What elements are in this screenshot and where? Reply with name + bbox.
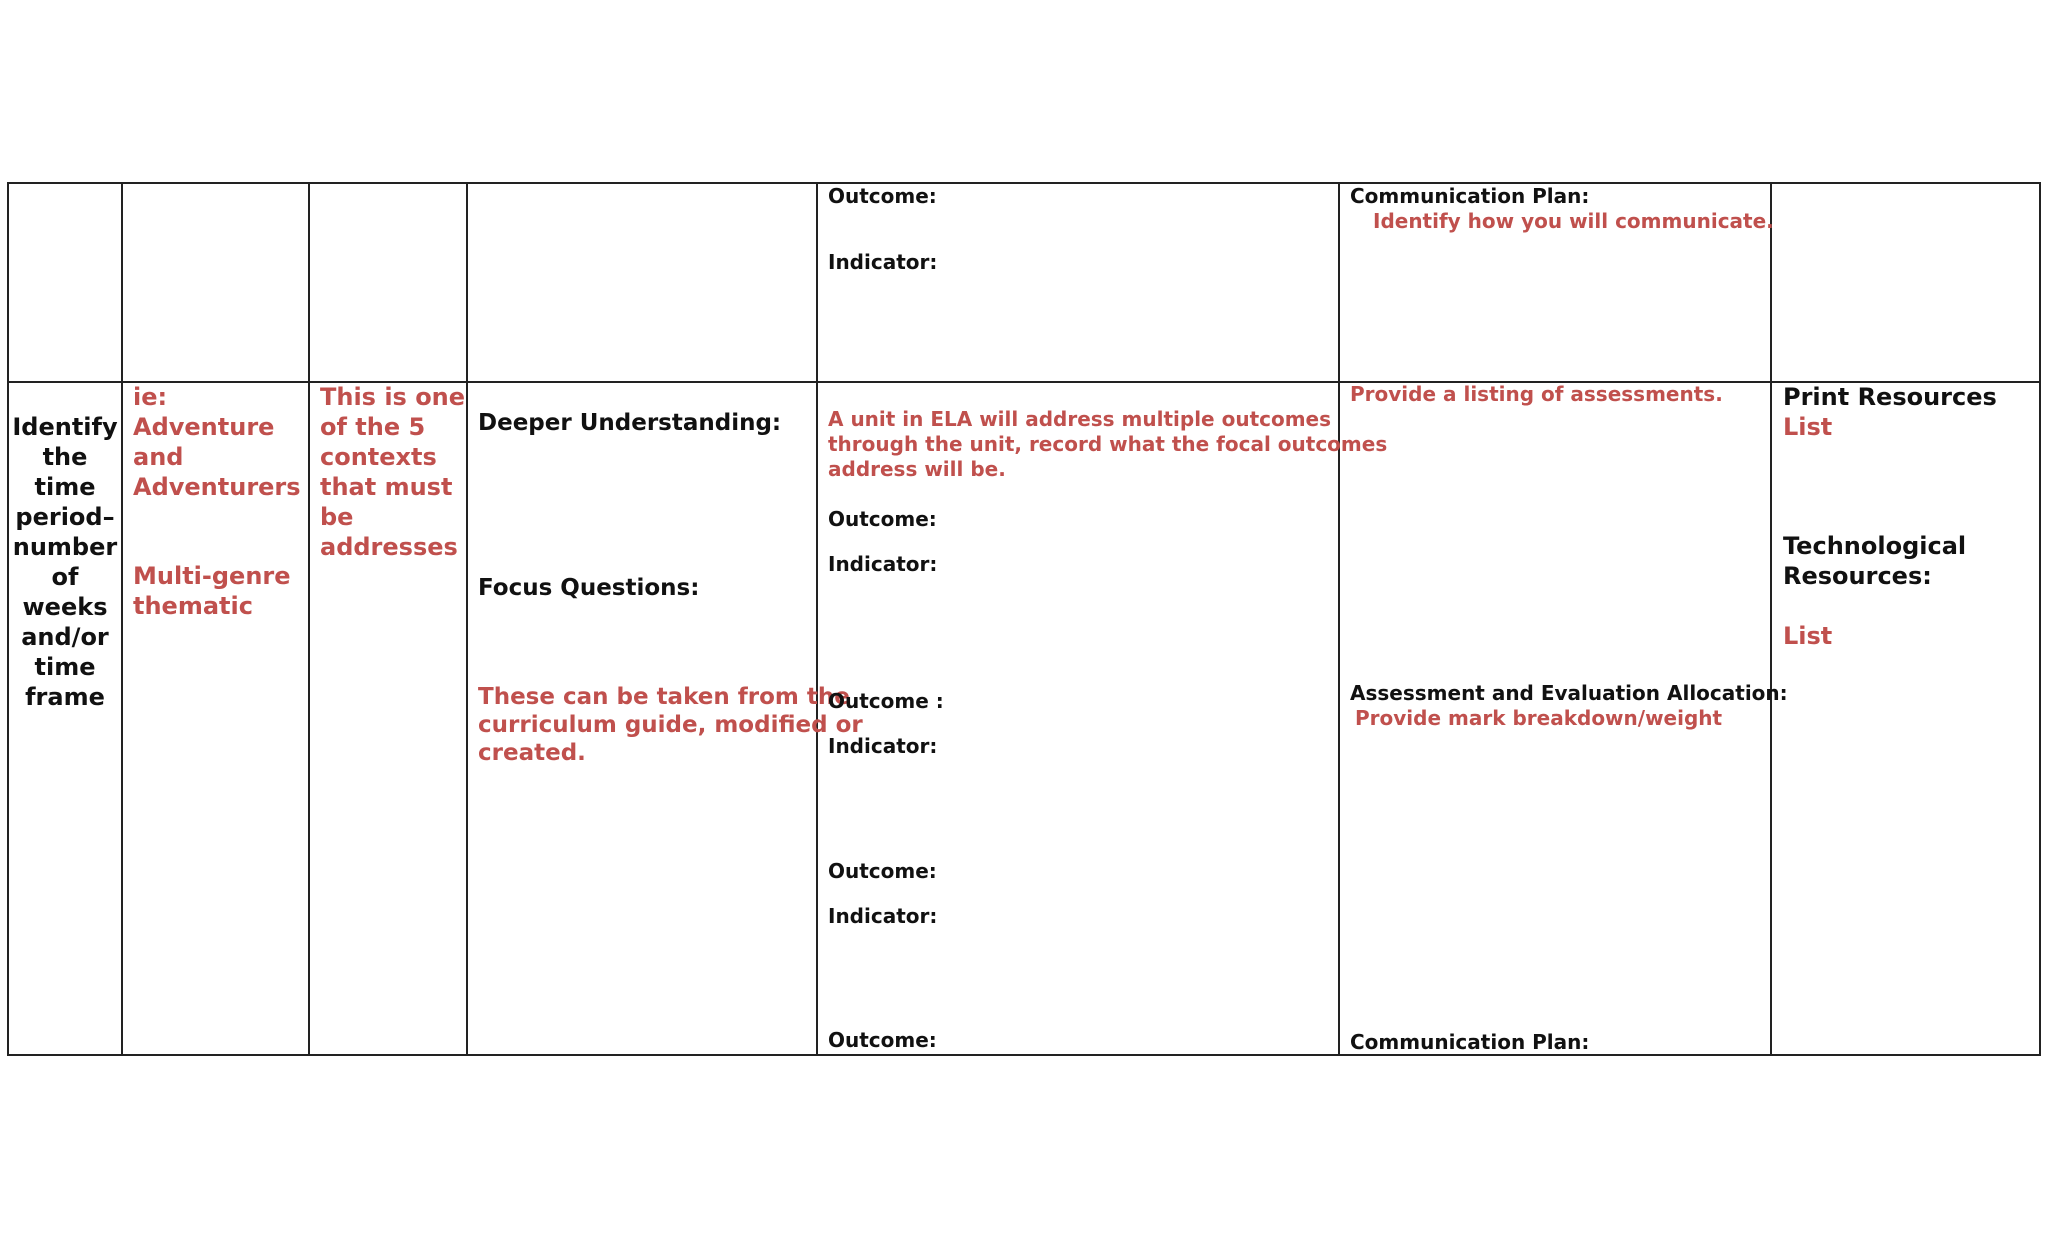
indicator-label: Indicator: [828, 734, 938, 758]
outcome-label: Outcome: [828, 507, 937, 531]
row1-communication-plan-label: Communication Plan: [1350, 184, 1590, 208]
outcome-label-last: Outcome: [828, 1028, 937, 1052]
row1-outcome-label: Outcome: [828, 184, 937, 208]
outcome-label: Outcome: [828, 859, 937, 883]
allocation-hint: Provide mark breakdown/weight [1355, 706, 1723, 730]
technological-resources-label: Technological Resources: [1783, 532, 1967, 590]
print-resources-label: Print Resources [1783, 383, 1997, 411]
focus-questions-label: Focus Questions: [478, 575, 700, 601]
outcomes-intro: A unit in ELA will address multiple outcomes through the unit, record what the focal outcomes address will be. [828, 407, 1388, 481]
context-note: This is one of the 5 contexts that must be addresses [320, 383, 466, 561]
indicator-label: Indicator: [828, 904, 938, 928]
context-example-prefix: ie: [133, 383, 168, 411]
row1-communication-plan-hint: Identify how you will communicate. [1373, 209, 1774, 233]
focus-questions-hint: These can be taken from the curriculum guide, modified or created. [478, 684, 863, 766]
assessments-hint: Provide a listing of assessments. [1350, 382, 1723, 406]
deeper-understanding-label: Deeper Understanding: [478, 410, 782, 436]
technological-resources-list: List [1783, 622, 1833, 650]
print-resources-list: List [1783, 413, 1833, 441]
indicator-label: Indicator: [828, 552, 938, 576]
time-frame-label: Identify the time period– number of weeks and/or time frame [12, 413, 118, 711]
allocation-label: Assessment and Evaluation Allocation: [1350, 681, 1788, 705]
row1-indicator-label: Indicator: [828, 250, 938, 274]
context-type: Multi-genre thematic [133, 562, 291, 620]
outcome-label: Outcome : [828, 689, 944, 713]
communication-plan-label: Communication Plan: [1350, 1030, 1590, 1054]
context-example: Adventure and Adventurers [133, 413, 301, 501]
